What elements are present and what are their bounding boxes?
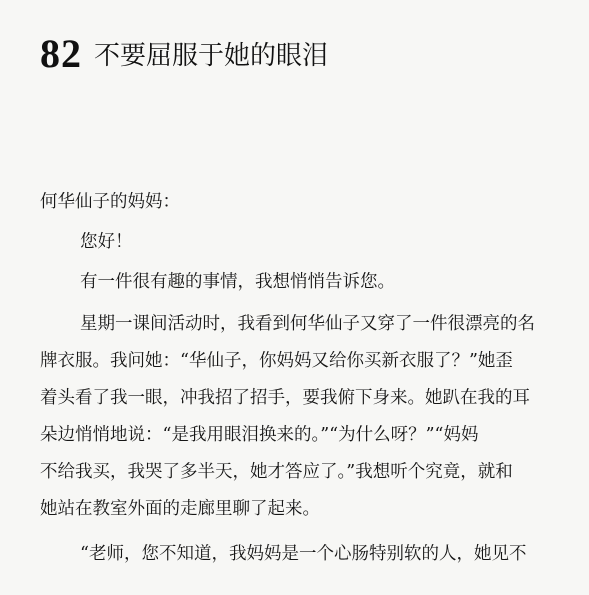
paragraph-line: 朵边悄悄地说：“是我用眼泪换来的。”“为什么呀？”“妈妈 xyxy=(40,425,479,445)
paragraph-line: “老师，您不知道，我妈妈是一个心肠特别软的人，她见不 xyxy=(80,544,527,564)
paragraph-line: 有一件很有趣的事情，我想悄悄告诉您。 xyxy=(80,272,395,292)
letter-salutation: 何华仙子的妈妈： xyxy=(40,192,180,212)
paragraph-line: 星期一课间活动时，我看到何华仙子又穿了一件很漂亮的名 xyxy=(80,314,535,334)
chapter-title: 不要屈服于她的眼泪 xyxy=(94,40,329,71)
bleed-through-text xyxy=(0,0,589,19)
paragraph-line: 不给我买，我哭了多半天，她才答应了。”我想听个究竟，就和 xyxy=(40,462,513,482)
chapter-number: 82 xyxy=(40,30,82,76)
paragraph-line: 牌衣服。我问她：“华仙子，你妈妈又给你买新衣服了？”她歪 xyxy=(40,351,513,371)
chapter-heading xyxy=(40,28,328,78)
letter-greeting: 您好！ xyxy=(80,232,133,252)
paragraph-line: 她站在教室外面的走廊里聊了起来。 xyxy=(40,499,320,519)
paragraph-line: 着头看了我一眼，冲我招了招手，要我俯下身来。她趴在我的耳 xyxy=(40,388,530,408)
